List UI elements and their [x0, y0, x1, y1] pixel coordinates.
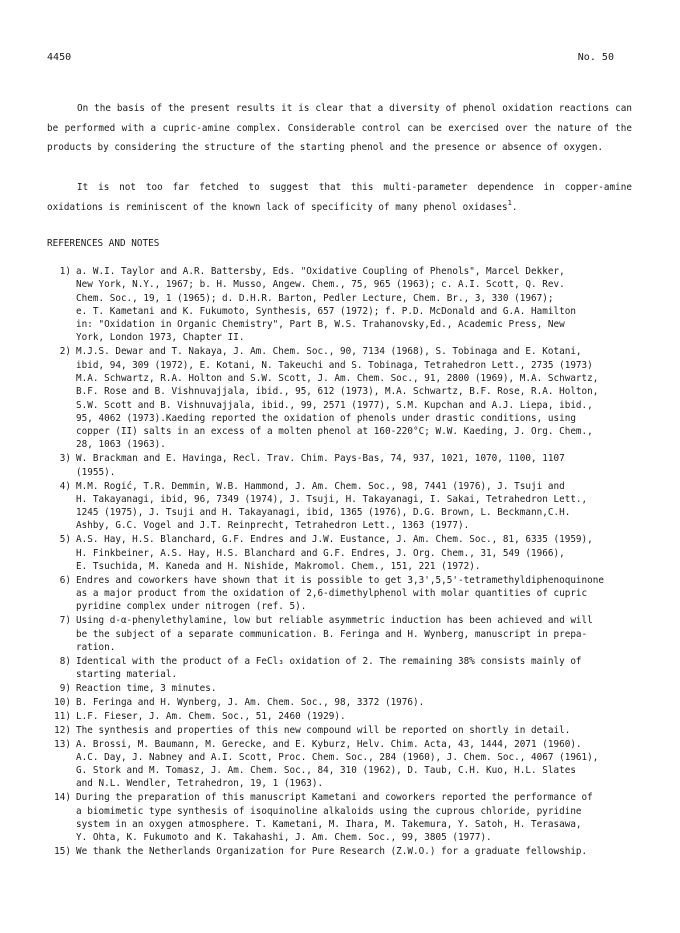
- reference-text: Identical with the product of a FeCl₃ oxidation of 2. The remaining 38% consists mainly of starting material.: [76, 655, 582, 681]
- reference-item: [40, 696, 640, 709]
- reference-number: 1): [59, 266, 71, 277]
- issue-number: No. 50: [577, 52, 614, 63]
- reference-number: 9): [59, 682, 71, 694]
- reference-text: During the preparation of this manuscript Kametani and coworkers reported the performance of a biomimetic type synthesis of isoquinoline alkaloids using the cuprous chloride, pyridine system in an oxygen atmosphere. T. Kametani, M. Ihara, M. Takemura, Y. Satoh, H. Terasawa, Y. Ohta, K. Fukumoto and K. Takahashi, J. Am. Chem. Soc., 99, 3805 (1977).: [76, 792, 593, 844]
- reference-item: [40, 533, 640, 573]
- reference-item: [40, 480, 640, 533]
- reference-item: [40, 345, 640, 451]
- reference-item: [40, 710, 640, 723]
- reference-number: 6): [59, 574, 71, 586]
- reference-number: 13): [54, 738, 71, 750]
- reference-text: Reaction time, 3 minutes.: [76, 682, 217, 694]
- reference-item: [40, 655, 640, 682]
- reference-number: 10): [54, 696, 71, 708]
- reference-text: We thank the Netherlands Organization for Pure Research (Z.W.O.) for a graduate fellowship.: [76, 846, 588, 858]
- reference-item: [40, 574, 640, 614]
- reference-text: a. W.I. Taylor and A.R. Battersby, Eds. "Oxidative Coupling of Phenols", Marcel Dekker, New York, N.Y., 1967; b. H. Musso, Angew. Chem., 75, 965 (1963); c. A.I. Scott, Q. Rev. Chem. Soc., 19, 1 (1965); d. D.H.R. Barton, Pedler Lecture, Chem. Br., 3, 330 (1967); e. T. Kametani and K. Fukumoto, Synthesis, 657 (1972); f. P.D. McDonald and G.A. Hamilton in: "Oxidation in Organic Chemistry", Part B, W.S. Trahanovsky,Ed., Academic Press, New York, London 1973, Chapter II.: [76, 266, 576, 344]
- reference-number: 15): [54, 846, 71, 858]
- reference-number: 14): [54, 792, 71, 804]
- body-paragraph: [47, 178, 632, 217]
- reference-number: 2): [59, 346, 71, 358]
- reference-text: A. Brossi, M. Baumann, M. Gerecke, and E. Kyburz, Helv. Chim. Acta, 43, 1444, 2071 (1960). A.C. Day, J. Nabney and A.I. Scott, Proc. Chem. Soc., 284 (1960), J. Chem. Soc., 4067 (1961), G. Stork and M. Tomasz, J. Am. Chem. Soc., 84, 310 (1962), D. Taub, C.H. Kuo, H.L. Slates and N.L. Wendler, Tetrahedron, 19, 1 (1963).: [76, 738, 599, 790]
- reference-number: 5): [59, 534, 71, 546]
- reference-item: [40, 682, 640, 695]
- paragraph-end: .: [511, 201, 518, 213]
- reference-item: [40, 614, 640, 654]
- reference-item: [40, 791, 640, 844]
- reference-item: [40, 265, 640, 345]
- reference-number: 11): [54, 710, 71, 722]
- reference-text: W. Brackman and E. Havinga, Recl. Trav. Chim. Pays-Bas, 74, 937, 1021, 1070, 1100, 1107 (1955).: [76, 453, 565, 478]
- reference-number: 7): [59, 615, 71, 627]
- reference-text: Using d-α-phenylethylamine, low but reliable asymmetric induction has been achieved and will be the subject of a separate communication. B. Feringa and H. Wynberg, manuscript in prepa- ration.: [76, 615, 593, 653]
- page-number: 4450: [47, 52, 72, 63]
- reference-number: 3): [59, 453, 71, 465]
- body-paragraph: On the basis of the present results it is clear that a diversity of phenol oxidation reactions can be performed with a cupric-amine complex. Considerable control can be exercised over the nature of the products by considering the structure of the starting phenol and the presence or absence of oxygen.: [47, 103, 632, 154]
- reference-text: A.S. Hay, H.S. Blanchard, G.F. Endres and J.W. Eustance, J. Am. Chem. Soc., 81, 6335 (1959), H. Finkbeiner, A.S. Hay, H.S. Blanchard and G.F. Endres, J. Org. Chem., 31, 549 (1966), E. Tsuchida, M. Kaneda and H. Nishide, Makromol. Chem., 151, 221 (1972).: [76, 534, 593, 572]
- reference-text: B. Feringa and H. Wynberg, J. Am. Chem. Soc., 98, 3372 (1976).: [76, 696, 425, 708]
- reference-text: M.M. Rogić, T.R. Demmin, W.B. Hammond, J. Am. Chem. Soc., 98, 7441 (1976), J. Tsuji and H. Takayanagi, ibid, 96, 7349 (1974), J. Tsuji, H. Takayanagi, I. Sakai, Tetrahedron Lett., 1245 (1975), J. Tsuji and H. Takayanagi, ibid, 1365 (1976), D.G. Brown, L. Beckmann,C.H. Ashby, G.C. Vogel and J.T. Reinprecht, Tetrahedron Lett., 1363 (1977).: [76, 480, 588, 532]
- reference-number: 8): [59, 655, 71, 667]
- reference-text: M.J.S. Dewar and T. Nakaya, J. Am. Chem. Soc., 90, 7134 (1968), S. Tobinaga and E. Kotani, ibid, 94, 309 (1972), E. Kotani, N. Takeuchi and S. Tobinaga, Tetrahedron Lett., 2735 (1973) M.A. Schwartz, R.A. Holton and S.W. Scott, J. Am. Chem. Soc., 91, 2800 (1969), M.A. Schwartz, B.F. Rose and B. Vishnuvajjala, ibid., 95, 612 (1973), M.A. Schwartz, B.F. Rose, R.A. Holton, S.W. Scott and B. Vishnuvajjala, ibid., 99, 2571 (1977), S.M. Kupchan and A.J. Liepa, ibid., 95, 4062 (1973).Kaeding reported the oxidation of phenols under drastic conditions, using copper (II) salts in an excess of a molten phenol at 160-220°C; W.W. Kaeding, J. Org. Chem., 28, 1063 (1963).: [76, 346, 599, 451]
- paragraph-text: It is not too far fetched to suggest that this multi-parameter dependence in copper-amine oxidations is reminiscent of the known lack of specificity of many phenol oxidases: [47, 182, 632, 213]
- reference-text: L.F. Fieser, J. Am. Chem. Soc., 51, 2460 (1929).: [76, 710, 346, 722]
- reference-text: Endres and coworkers have shown that it is possible to get 3,3',5,5'-tetramethyldiphenoquinone as a major product from the oxidation of 2,6-dimethylphenol with molar quantities of cupric pyridine complex under nitrogen (ref. 5).: [76, 574, 605, 613]
- reference-number: 4): [59, 480, 71, 492]
- reference-item: [40, 724, 640, 737]
- reference-item: [40, 738, 640, 791]
- references-list: [40, 265, 640, 859]
- reference-item: [40, 452, 640, 479]
- footnote-marker: 1: [507, 198, 512, 207]
- reference-item: [40, 845, 640, 858]
- references-heading: REFERENCES AND NOTES: [47, 238, 160, 249]
- reference-number: 12): [54, 724, 71, 736]
- reference-text: The synthesis and properties of this new compound will be reported on shortly in detail.: [76, 724, 571, 736]
